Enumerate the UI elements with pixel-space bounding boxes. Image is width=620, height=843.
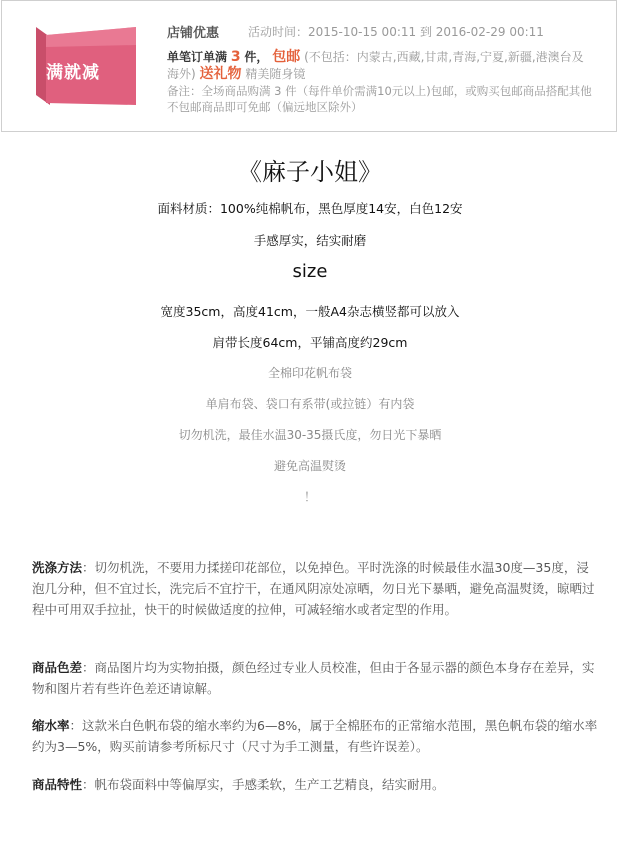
size-line-1: 宽度35cm，高度41cm，一般A4杂志横竖都可以放入 [160,304,460,319]
offer-count: 3 [230,49,241,65]
promo-box [1,0,617,132]
grey-line-2: 单肩布袋、袋口有系带(或拉链）有内袋 [205,397,415,411]
offer-prefix: 单笔订单满 [167,50,228,64]
grey-line-1: 全棉印花帆布袋 [267,366,352,380]
gift-description: 精美随身镜 [245,67,306,81]
promo-title: 店铺优惠 [167,26,220,41]
grey-line-5: ！ [303,490,316,504]
shipping-exclusions: (不包括：内蒙古,西藏,甘肃,青海,宁夏,新疆,港澳台及海外) [167,50,584,81]
material-line: 面料材质：100%纯棉帆布，黑色厚度14安，白色12安 [157,201,463,216]
promo-time: 活动时间：2015-10-15 00:11 到 2016-02-29 00:11 [248,25,544,39]
care-shrinkage-label: 缩水率 [32,718,70,733]
promo-offer [167,49,592,83]
care-features [32,774,600,795]
product-title: 《麻子小姐》 [238,158,382,186]
care-shrinkage-text: ：这款米白色帆布袋的缩水率约为6—8%，属于全棉胚布的正常缩水范围，黑色帆布袋的缩水率约为3—5%，购买前请参考所标尺寸（尺寸为手工测量，有些许误差）。 [32,718,598,754]
size-heading: size [292,261,328,282]
care-washing-text: ：切勿机洗，不要用力揉搓印花部位，以免掉色。平时洗涤的时候最佳水温30度—35度，浸泡几分种，但不宜过长，洗完后不宜拧干，在通风阴凉处凉晒，勿日光下暴晒，避免高温熨烫，晾晒过程中可用双手拉扯，快干的时候做适度的拉伸，可减轻缩水或者定型的作用。 [32,560,595,617]
grey-line-4: 避免高温熨烫 [273,459,346,473]
care-shrinkage [32,715,600,757]
care-color [32,657,600,699]
care-washing [32,557,600,620]
care-color-text: ：商品图片均为实物拍摄，颜色经过专业人员校准，但由于各显示器的颜色本身存在差异，实物和图片若有些许色差还请谅解。 [32,660,595,696]
promo-note: 备注：全场商品购满 3 件（每件单价需满10元以上)包邮，或购买包邮商品搭配其他不包邮商品即可免邮（偏远地区除外） [167,84,592,114]
free-shipping-label: 包邮 [272,49,301,65]
care-color-label: 商品色差 [32,660,83,675]
offer-unit: 件， [244,50,269,64]
care-washing-label: 洗涤方法 [32,560,83,575]
gift-label: 送礼物 [199,66,242,82]
care-features-text: ：帆布袋面料中等偏厚实，手感柔软，生产工艺精良，结实耐用。 [82,777,445,792]
grey-line-3: 切勿机洗，最佳水温30-35摄氏度，勿日光下暴晒 [178,428,442,442]
care-features-label: 商品特性 [32,777,83,792]
feel-line: 手感厚实，结实耐磨 [253,233,367,248]
sale-tag-label: 满就减 [46,63,100,83]
size-line-2: 肩带长度64cm，平铺高度约29cm [212,335,408,350]
